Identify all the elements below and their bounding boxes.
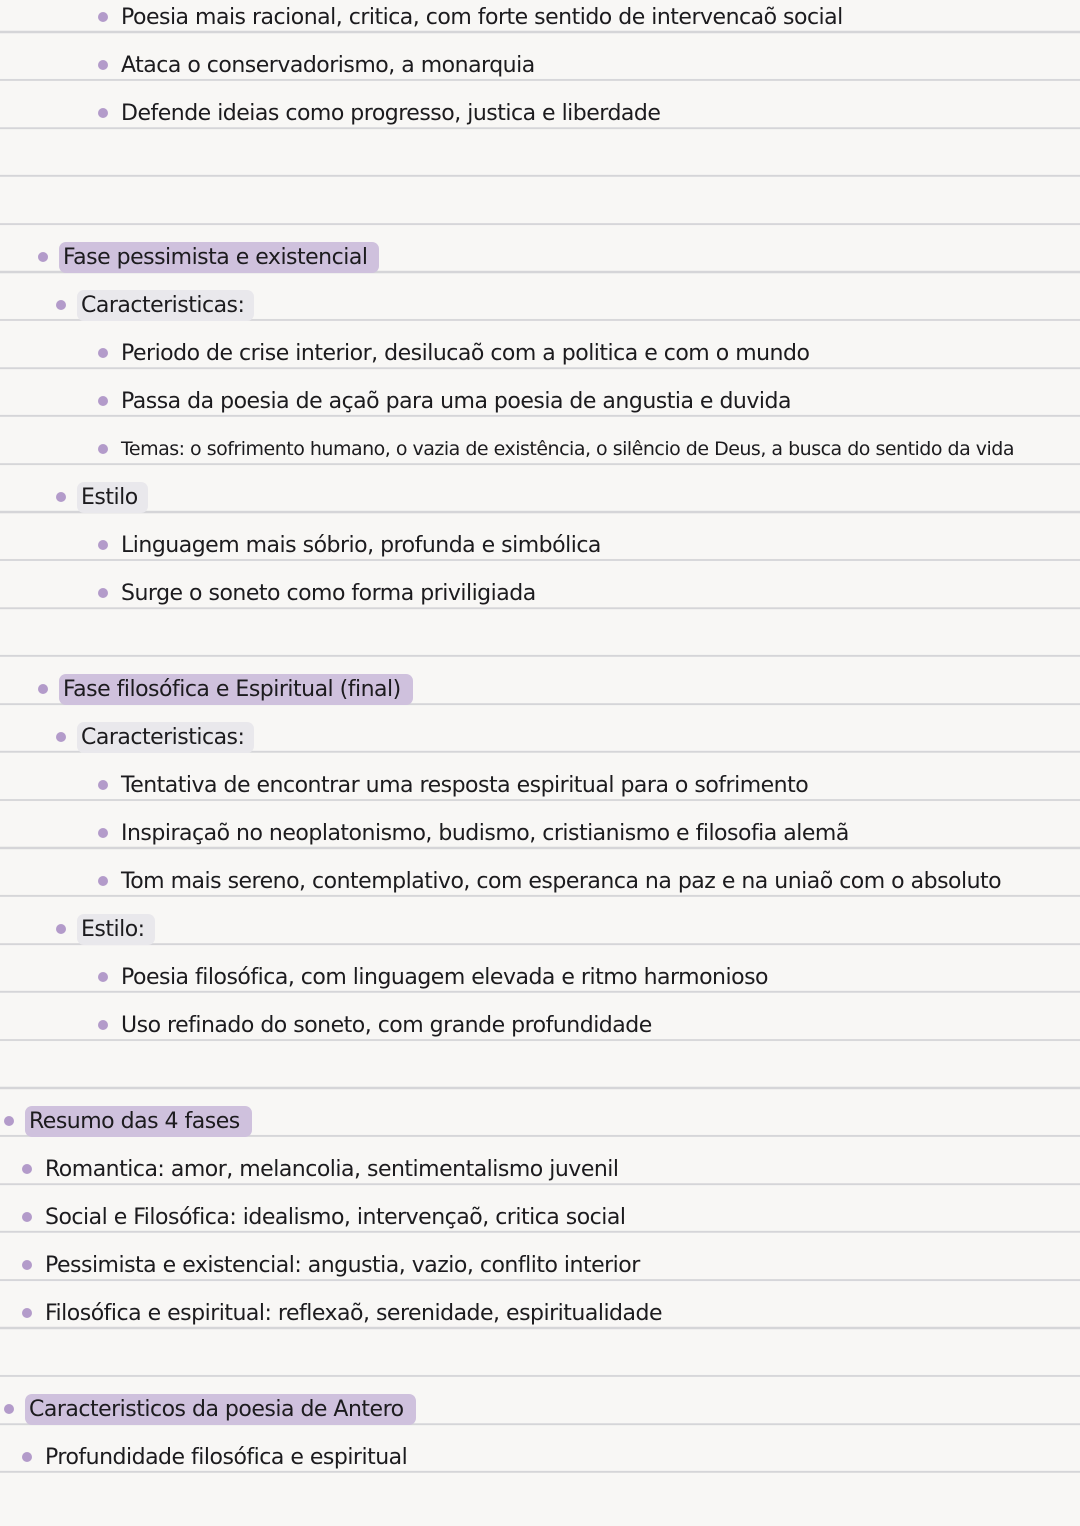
note-text: Periodo de crise interior, desilucaõ com a politica e com o mundo — [121, 340, 810, 366]
note-text: Profundidade filosófica e espiritual — [45, 1444, 408, 1470]
bullet-icon — [98, 396, 108, 406]
bullet-icon — [98, 1020, 108, 1030]
note-text: Tentativa de encontrar uma resposta espiritual para o sofrimento — [121, 772, 809, 798]
highlighted-subheading: Caracteristicas: — [77, 722, 254, 753]
note-subheading — [56, 717, 254, 757]
bullet-icon — [38, 252, 48, 262]
bullet-icon — [22, 1260, 32, 1270]
note-text: Tom mais sereno, contemplativo, com esperanca na paz e na uniaõ com o absoluto — [121, 868, 1002, 894]
bullet-icon — [56, 492, 66, 502]
highlighted-heading: Fase filosófica e Espiritual (final) — [59, 674, 413, 705]
note-text: Social e Filosófica: idealismo, intervençaõ, critica social — [45, 1204, 626, 1230]
bullet-icon — [22, 1212, 32, 1222]
note-line — [98, 93, 666, 133]
bullet-icon — [22, 1164, 32, 1174]
note-line — [22, 1197, 631, 1237]
note-heading — [38, 669, 413, 709]
note-heading — [4, 1389, 416, 1429]
note-line — [98, 429, 1020, 469]
note-line — [98, 45, 541, 85]
highlighted-subheading: Estilo: — [77, 914, 155, 945]
note-line — [98, 957, 774, 997]
note-subheading — [56, 477, 148, 517]
note-line — [98, 1005, 658, 1045]
bullet-icon — [98, 828, 108, 838]
note-line — [98, 381, 797, 421]
highlighted-heading: Resumo das 4 fases — [25, 1106, 252, 1137]
note-text: Passa da poesia de açaõ para uma poesia de angustia e duvida — [121, 388, 791, 414]
note-line — [22, 1437, 413, 1477]
bullet-icon — [98, 588, 108, 598]
note-line — [98, 861, 1007, 901]
bullet-icon — [4, 1404, 14, 1414]
note-line — [98, 813, 855, 853]
note-text: Pessimista e existencial: angustia, vazio, conflito interior — [45, 1252, 640, 1278]
highlighted-heading: Caracteristicos da poesia de Antero — [25, 1394, 416, 1425]
note-line — [98, 0, 849, 37]
note-text: Ataca o conservadorismo, a monarquia — [121, 52, 535, 78]
bullet-icon — [56, 924, 66, 934]
bullet-icon — [22, 1452, 32, 1462]
note-text: Linguagem mais sóbrio, profunda e simbólica — [121, 532, 601, 558]
note-line — [22, 1293, 668, 1333]
note-subheading — [56, 909, 155, 949]
bullet-icon — [98, 60, 108, 70]
bullet-icon — [98, 876, 108, 886]
note-text: Temas: o sofrimento humano, o vazia de existência, o silêncio de Deus, a busca do sentido da vida — [121, 438, 1015, 460]
note-text: Poesia filosófica, com linguagem elevada e ritmo harmonioso — [121, 964, 768, 990]
bullet-icon — [56, 300, 66, 310]
note-text: Defende ideias como progresso, justica e liberdade — [121, 100, 661, 126]
note-heading — [4, 1101, 252, 1141]
note-text: Inspiraçaõ no neoplatonismo, budismo, cristianismo e filosofia alemã — [121, 820, 849, 846]
bullet-icon — [98, 12, 108, 22]
bullet-icon — [38, 684, 48, 694]
bullet-icon — [56, 732, 66, 742]
bullet-icon — [98, 444, 108, 454]
bullet-icon — [4, 1116, 14, 1126]
note-text: Surge o soneto como forma priviligiada — [121, 580, 536, 606]
note-line — [22, 1245, 646, 1285]
note-heading — [38, 237, 379, 277]
note-text: Poesia mais racional, critica, com forte sentido de intervencaõ social — [121, 4, 843, 30]
highlighted-subheading: Caracteristicas: — [77, 290, 254, 321]
bullet-icon — [22, 1308, 32, 1318]
bullet-icon — [98, 972, 108, 982]
note-line — [98, 765, 814, 805]
highlighted-heading: Fase pessimista e existencial — [59, 242, 379, 273]
bullet-icon — [98, 540, 108, 550]
note-text: Filosófica e espiritual: reflexaõ, serenidade, espiritualidade — [45, 1300, 663, 1326]
bullet-icon — [98, 780, 108, 790]
note-line — [98, 333, 815, 373]
note-line — [98, 525, 607, 565]
bullet-icon — [98, 108, 108, 118]
note-line — [22, 1149, 625, 1189]
note-line — [98, 573, 542, 613]
note-text: Romantica: amor, melancolia, sentimentalismo juvenil — [45, 1156, 619, 1182]
note-subheading — [56, 285, 254, 325]
highlighted-subheading: Estilo — [77, 482, 148, 513]
bullet-icon — [98, 348, 108, 358]
note-text: Uso refinado do soneto, com grande profundidade — [121, 1012, 652, 1038]
